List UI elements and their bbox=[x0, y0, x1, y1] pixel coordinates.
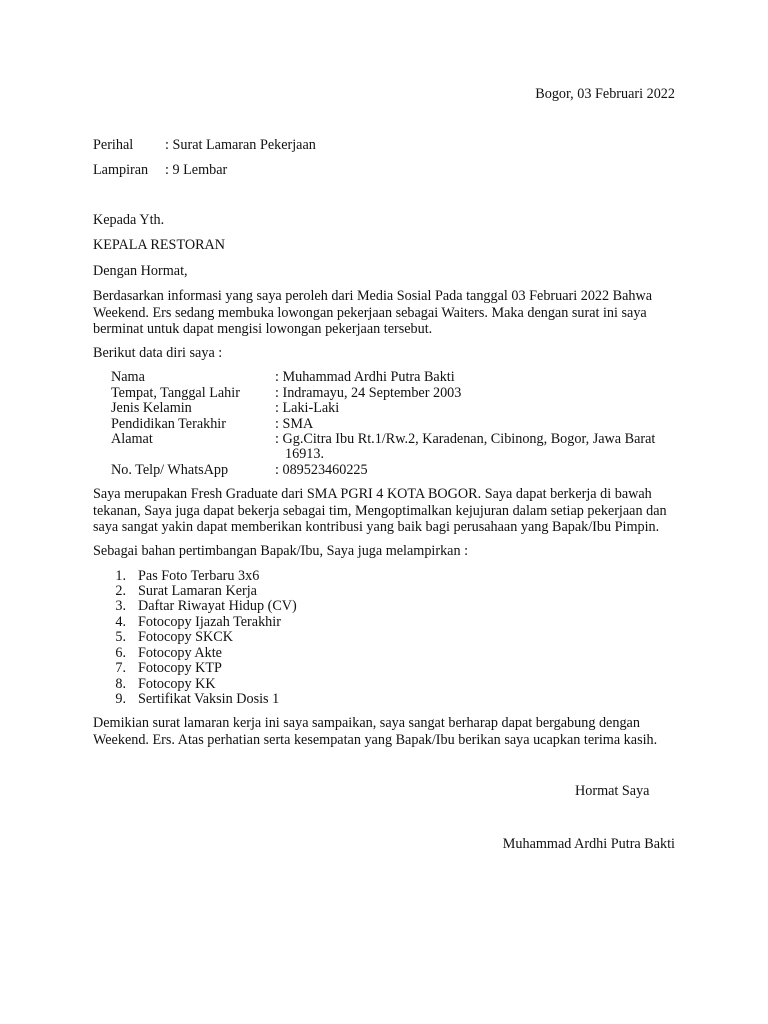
list-item-number: 1. bbox=[115, 568, 126, 584]
list-item: Fotocopy Ijazah Terakhir bbox=[138, 614, 281, 630]
recipient-name: KEPALA RESTORAN bbox=[93, 237, 226, 253]
list-item-number: 6. bbox=[115, 645, 126, 661]
sign-off: Hormat Saya bbox=[575, 783, 650, 799]
personal-data-label: Jenis Kelamin bbox=[111, 400, 192, 416]
personal-data-label: Alamat bbox=[111, 431, 153, 447]
signature-name: Muhammad Ardhi Putra Bakti bbox=[502, 836, 675, 852]
personal-data-value: : SMA bbox=[275, 416, 314, 432]
personal-data-value: : 089523460225 bbox=[275, 462, 368, 478]
list-item: Fotocopy KK bbox=[138, 676, 216, 692]
list-item-number: 4. bbox=[115, 614, 126, 630]
letter-date: Bogor, 03 Februari 2022 bbox=[535, 86, 675, 102]
list-item: Surat Lamaran Kerja bbox=[138, 583, 257, 599]
salutation: Dengan Hormat, bbox=[93, 263, 188, 279]
personal-data-label: Tempat, Tanggal Lahir bbox=[111, 385, 240, 401]
list-item: Fotocopy Akte bbox=[138, 645, 222, 661]
perihal-value: : Surat Lamaran Pekerjaan bbox=[165, 137, 316, 153]
list-item-number: 9. bbox=[115, 691, 126, 707]
list-item-number: 2. bbox=[115, 583, 126, 599]
list-item: Sertifikat Vaksin Dosis 1 bbox=[138, 691, 280, 707]
body-paragraph: Saya merupakan Fresh Graduate dari SMA PGRI 4 KOTA BOGOR. Saya dapat berkerja di bawah tekanan, Saya juga dapat bekerja sebagai tim, Mengoptimalkan kejujuran dalam setiap pekerjaan dan saya sangat yakin dapat memberikan kontribusi yang baik bagi perusahaan yang Bapak/Ibu Pimpin. bbox=[93, 486, 667, 535]
list-item-number: 7. bbox=[115, 660, 126, 676]
personal-data-value: : Muhammad Ardhi Putra Bakti bbox=[275, 369, 455, 385]
list-item: Daftar Riwayat Hidup (CV) bbox=[138, 598, 297, 614]
personal-data-label: No. Telp/ WhatsApp bbox=[111, 462, 229, 478]
personal-data-label: Nama bbox=[111, 369, 145, 385]
personal-data-value: : Gg.Citra Ibu Rt.1/Rw.2, Karadenan, Cibinong, Bogor, Jawa Barat bbox=[275, 431, 656, 447]
list-item-number: 3. bbox=[115, 598, 126, 614]
personal-data-label: Pendidikan Terakhir bbox=[111, 416, 226, 432]
lampiran-label: Lampiran bbox=[93, 162, 149, 178]
personal-data-intro: Berikut data diri saya : bbox=[93, 345, 223, 361]
list-item: Pas Foto Terbaru 3x6 bbox=[138, 568, 260, 584]
attachments-intro: Sebagai bahan pertimbangan Bapak/Ibu, Saya juga melampirkan : bbox=[93, 543, 469, 559]
personal-data-value: : Laki-Laki bbox=[275, 400, 340, 416]
intro-paragraph: Berdasarkan informasi yang saya peroleh dari Media Sosial Pada tanggal 03 Februari 2022 Bahwa Weekend. Ers sedang membuka lowongan pekerjaan sebagai Waiters. Maka dengan surat ini saya berminat untuk dapat mengisi lowongan pekerjaan tersebut. bbox=[93, 288, 653, 337]
personal-data-value-continued: 16913. bbox=[285, 446, 325, 462]
perihal-label: Perihal bbox=[93, 137, 134, 153]
lampiran-value: : 9 Lembar bbox=[165, 162, 228, 178]
personal-data-value: : Indramayu, 24 September 2003 bbox=[275, 385, 462, 401]
recipient-greeting: Kepada Yth. bbox=[93, 212, 165, 228]
list-item-number: 5. bbox=[115, 629, 126, 645]
list-item-number: 8. bbox=[115, 676, 126, 692]
closing-paragraph: Demikian surat lamaran kerja ini saya sampaikan, saya sangat berharap dapat bergabung dengan Weekend. Ers. Atas perhatian serta kesempatan yang Bapak/Ibu berikan saya ucapkan terima kasih. bbox=[93, 715, 658, 748]
list-item: Fotocopy KTP bbox=[138, 660, 222, 676]
list-item: Fotocopy SKCK bbox=[138, 629, 233, 645]
